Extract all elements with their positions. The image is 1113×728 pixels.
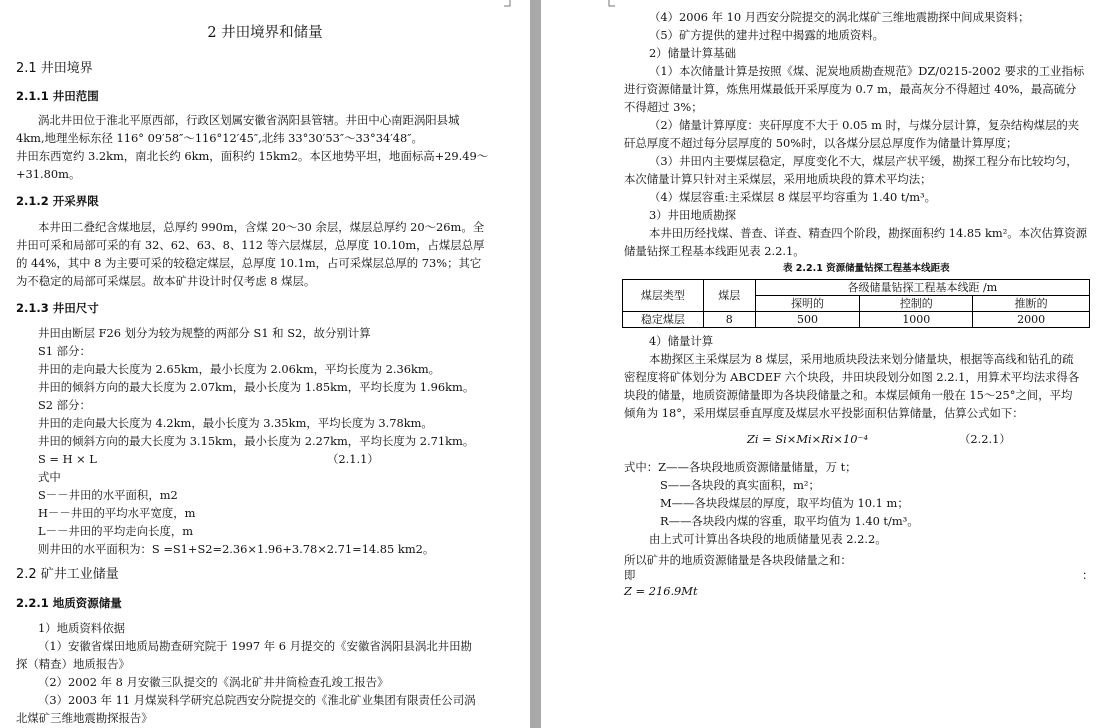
- crop-mark-icon: [605, 0, 615, 10]
- table-header-cell: 煤层类型: [623, 280, 704, 312]
- crop-mark-icon: [504, 0, 514, 10]
- chapter-title: 2 井田境界和储量: [207, 25, 323, 41]
- table-cell: 稳定煤层: [623, 312, 704, 328]
- body-line: 井田由断层 F26 划分为较为规整的两部分 S1 和 S2，故分别计算: [38, 326, 371, 340]
- document-page-left: [0, 0, 530, 728]
- body-line: S1 部分：: [38, 344, 91, 358]
- table-header-cell: 煤层: [703, 280, 755, 312]
- body-line: 4）储量计算: [649, 334, 714, 348]
- table-row: [623, 312, 1090, 328]
- table-header-cell: 各级储量钻探工程基本线距 /m: [755, 280, 1089, 296]
- body-line: 本次储量计算只针对主采煤层，采用地质块段的算术平均法；: [624, 172, 932, 186]
- body-line: 本井田历经找煤、普查、详查、精查四个阶段，勘探面积约 14.85 km²。本次估算资源: [649, 226, 1088, 240]
- body-line: （3）2003 年 11 月煤炭科学研究总院西安分院提交的《淮北矿业集团有限责任公司涡: [38, 693, 476, 707]
- body-line: L－－井田的平均走向长度，m: [38, 524, 194, 538]
- body-line: S——各块段的真实面积，m²；: [660, 478, 820, 492]
- body-line: 井田的倾斜方向的最大长度为 3.15km，最小长度为 2.27km，平均长度为 2.71km。: [38, 434, 475, 448]
- body-line: （1）本次储量计算是按照《煤、泥炭地质勘查规范》DZ/0215-2002 要求的工业指标: [649, 64, 1085, 78]
- subsection-heading: 2.1.1 井田范围: [16, 89, 99, 103]
- body-line: 探（精查）地质报告》: [16, 657, 130, 671]
- body-line: ：: [1082, 568, 1094, 582]
- equation: S = H × L: [38, 452, 97, 466]
- body-line: R——各块段内煤的容重，取平均值为 1.40 t/m³。: [660, 514, 919, 528]
- table-caption: 表 2.2.1 资源储量钻探工程基本线距表: [783, 263, 950, 274]
- section-heading: 2.1 井田境界: [16, 61, 93, 76]
- body-line: 井田的倾斜方向的最大长度为 2.07km，最小长度为 1.85km，平均长度为 1.96km。: [38, 380, 475, 394]
- body-line: 4km,地理坐标东径 116° 09′58″～116°12′45″,北纬 33°30′53″～33°34′48″。: [16, 131, 423, 145]
- equation-number: （2.1.1）: [327, 452, 379, 466]
- section-heading: 2.2 矿井工业储量: [16, 567, 119, 582]
- body-line: 式中: [38, 470, 61, 484]
- equation-number: （2.2.1）: [959, 432, 1011, 446]
- body-line: S2 部分：: [38, 398, 91, 412]
- body-line: 储量钻探工程基本线距见表 2.2.1。: [624, 244, 805, 258]
- body-line: S－－井田的水平面积，m2: [38, 488, 178, 502]
- body-line: 北煤矿三维地震勘探报告》: [16, 711, 153, 725]
- table-header-cell: 推断的: [973, 296, 1090, 312]
- body-line: M——各块段煤层的厚度，取平均值为 10.1 m；: [660, 496, 909, 510]
- subsection-heading: 2.1.3 井田尺寸: [16, 301, 99, 315]
- body-line: 涡北井田位于淮北平原西部，行政区划属安徽省涡阳县管辖。井田中心南距涡阳县城: [38, 113, 460, 127]
- table-header-cell: 控制的: [860, 296, 973, 312]
- body-line: （5）矿方提供的建井过程中揭露的地质资料。: [649, 28, 885, 42]
- body-line: 本勘探区主采煤层为 8 煤层，采用地质块段法来划分储量块，根据等高线和钻孔的疏: [649, 352, 1074, 366]
- body-line: 密程度将矿体划分为 ABCDEF 六个块段，井田块段划分如图 2.2.1，用算术平均法求得各: [624, 370, 1080, 384]
- equation: Zi = Si×Mi×Ri×10⁻⁴: [747, 432, 869, 446]
- body-line: 进行资源储量计算，炼焦用煤最低开采厚度为 0.7 m，最高灰分不得超过 40%，最高硫分: [624, 82, 1077, 96]
- body-line: 块段的储量，地质资源储量即为各块段储量之和。本煤层倾角一般在 15～25°之间，平均: [624, 388, 1073, 402]
- body-line: +31.80m。: [16, 167, 81, 181]
- subsection-heading: 2.1.2 开采界限: [16, 194, 99, 208]
- body-line: 2）储量计算基础: [649, 46, 736, 60]
- body-line: 由上式可计算出各块段的地质储量见表 2.2.2。: [649, 532, 887, 546]
- body-line: 井田可采和局部可采的有 32、62、63、8、112 等六层煤层，总厚度 10.10m，占煤层总厚: [16, 238, 485, 252]
- body-line: 井田东西宽约 3.2km，南北长约 6km，面积约 15km2。本区地势平坦，地面标高+29.49～: [16, 149, 489, 163]
- table-cell: 500: [755, 312, 860, 328]
- body-line: 井田的走向最大长度为 2.65km，最小长度为 2.06km，平均长度为 2.36km。: [38, 362, 441, 376]
- body-line: 3）井田地质勘探: [649, 208, 736, 222]
- body-line: 为不稳定的局部可采煤层。故本矿井设计时仅考虑 8 煤层。: [16, 274, 316, 288]
- body-line: 则井田的水平面积为：S =S1+S2=2.36×1.96+3.78×2.71=14.85 km2。: [38, 542, 435, 556]
- body-line: （3）井田内主要煤层稳定，厚度变化不大，煤层产状平缓，勘探工程分布比较均匀，: [649, 154, 1078, 168]
- subsection-heading: 2.2.1 地质资源储量: [16, 596, 122, 610]
- table-header-cell: 探明的: [755, 296, 860, 312]
- table-cell: 8: [703, 312, 755, 328]
- body-line: 式中：Z——各块段地质资源储量储量，万 t；: [624, 460, 857, 474]
- body-line: 所以矿井的地质资源储量是各块段储量之和：: [624, 553, 852, 567]
- body-line: （1）安徽省煤田地质局勘查研究院于 1997 年 6 月提交的《安徽省涡阳县涡北井田勘: [38, 639, 472, 653]
- table-cell: 1000: [860, 312, 973, 328]
- body-line: 1）地质资料依据: [38, 621, 125, 635]
- body-line: （2）2002 年 8 月安徽三队提交的《涡北矿井井筒检查孔竣工报告》: [38, 675, 389, 689]
- body-line: 矸总厚度不超过每分层厚度的 50%时，以各煤分层总厚度作为储量计算厚度；: [624, 136, 1018, 150]
- body-line: 不得超过 3%；: [624, 100, 703, 114]
- body-line: 本井田二叠纪含煤地层，总厚约 990m，含煤 20～30 余层，煤层总厚约 20～26m。全: [38, 220, 485, 234]
- body-line: 倾角为 18°，采用煤层垂直厚度及煤层水平投影面积估算储量，估算公式如下：: [624, 406, 1024, 420]
- body-line: 井田的走向最大长度为 4.2km，最小长度为 3.35km，平均长度为 3.78km。: [38, 416, 433, 430]
- table-cell: 2000: [973, 312, 1090, 328]
- body-line: 的 44%，其中 8 为主要可采的较稳定煤层，总厚度 10.1m，占可采煤层总厚的 73%；其它: [16, 256, 482, 270]
- body-line: （2）储量计算厚度：夹矸厚度不大于 0.05 m 时，与煤分层计算，复杂结构煤层的夹: [649, 118, 1080, 132]
- body-line: （4）煤层容重:主采煤层 8 煤层平均容重为 1.40 t/m³。: [649, 190, 936, 204]
- result-line: Z = 216.9Mt: [624, 584, 698, 598]
- document-page-right: [541, 0, 1113, 728]
- drilling-line-table: [622, 279, 1090, 328]
- body-line: H－－井田的平均水平宽度，m: [38, 506, 196, 520]
- body-line: 即: [624, 568, 636, 582]
- body-line: （4）2006 年 10 月西安分院提交的涡北煤矿三维地震勘探中间成果资料；: [649, 10, 1030, 24]
